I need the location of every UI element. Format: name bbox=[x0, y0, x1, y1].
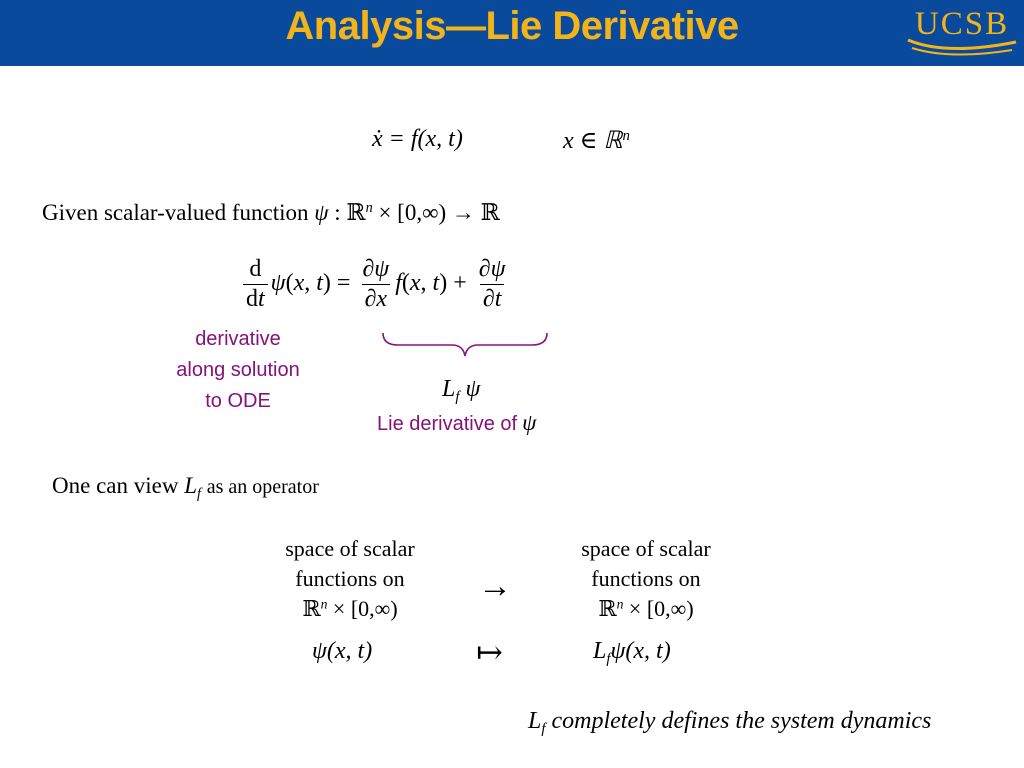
lf-psi-label: $L_f$ ψ bbox=[442, 376, 481, 406]
domain-line-2: functions on bbox=[295, 566, 405, 591]
conclusion-line: $L_f$ completely defines the system dynamics bbox=[528, 708, 932, 738]
output-function: $L_f\psi(x$, t) bbox=[593, 638, 671, 668]
annotation-derivative bbox=[160, 324, 316, 417]
logo-text: UCSB bbox=[914, 6, 1010, 42]
psi-symbol: ψ bbox=[314, 200, 329, 225]
header-bar bbox=[0, 0, 1024, 66]
operator-line: One can view $L_f$ as an operator bbox=[52, 473, 319, 502]
given-function-line: Given scalar-valued function ψ : ℝ$^n$ × [0,∞) → ℝ bbox=[42, 200, 500, 225]
lie-derivative-equation: $\frac{d}{dt}$ ψ(x, t) = $\frac{\partial\psi}{\partial x}$ f(x, t) + $\frac{\partial\psi}{\partial t}$ bbox=[240, 257, 512, 312]
input-function: ψ(x, t) bbox=[312, 638, 373, 664]
logo-swoosh-icon bbox=[906, 36, 1018, 58]
maps-to-arrow: → bbox=[478, 568, 512, 605]
codomain-space-cell: space of scalar functions on ℝ$^n$ × [0,∞) bbox=[556, 534, 736, 624]
slide-title: Analysis—Lie Derivative bbox=[285, 4, 739, 48]
output-function-text: ψ(x, t) bbox=[610, 638, 671, 664]
domain-space-cell: space of scalar functions on ℝ$^n$ × [0,∞) bbox=[260, 534, 440, 624]
lie-derivative-text: Lie derivative of bbox=[377, 413, 518, 435]
operator-prefix: One can view bbox=[52, 473, 179, 498]
signature-b: × [0,∞) → ℝ bbox=[378, 200, 500, 225]
codomain-line-2: functions on bbox=[591, 566, 701, 591]
ode-equation bbox=[372, 126, 463, 153]
underbrace-icon bbox=[380, 330, 550, 358]
conclusion-text: completely defines the system dynamics bbox=[551, 708, 932, 734]
domain-line-3: × [0,∞) bbox=[332, 596, 398, 621]
domain-line-1: space of scalar bbox=[285, 536, 415, 561]
operator-suffix: as an operator bbox=[206, 476, 319, 498]
codomain-line-3: × [0,∞) bbox=[628, 596, 694, 621]
annotation-line-2: along solution bbox=[176, 359, 300, 381]
annotation-line-3: to ODE bbox=[205, 390, 271, 412]
ode-lhs: ẋ = f(x, t) bbox=[372, 126, 463, 152]
ode-domain: x ∈ ℝ$^n$ bbox=[563, 127, 630, 154]
given-prefix: Given scalar-valued function bbox=[42, 200, 309, 225]
lie-derivative-label: Lie derivative of ψ bbox=[377, 410, 537, 435]
signature-a: : ℝ bbox=[334, 200, 366, 225]
ode-domain-text: x ∈ ℝ bbox=[563, 128, 623, 154]
ucsb-logo bbox=[906, 6, 1018, 60]
mapsto-arrow: ↦ bbox=[476, 634, 503, 670]
codomain-line-1: space of scalar bbox=[581, 536, 711, 561]
annotation-line-1: derivative bbox=[195, 328, 281, 350]
